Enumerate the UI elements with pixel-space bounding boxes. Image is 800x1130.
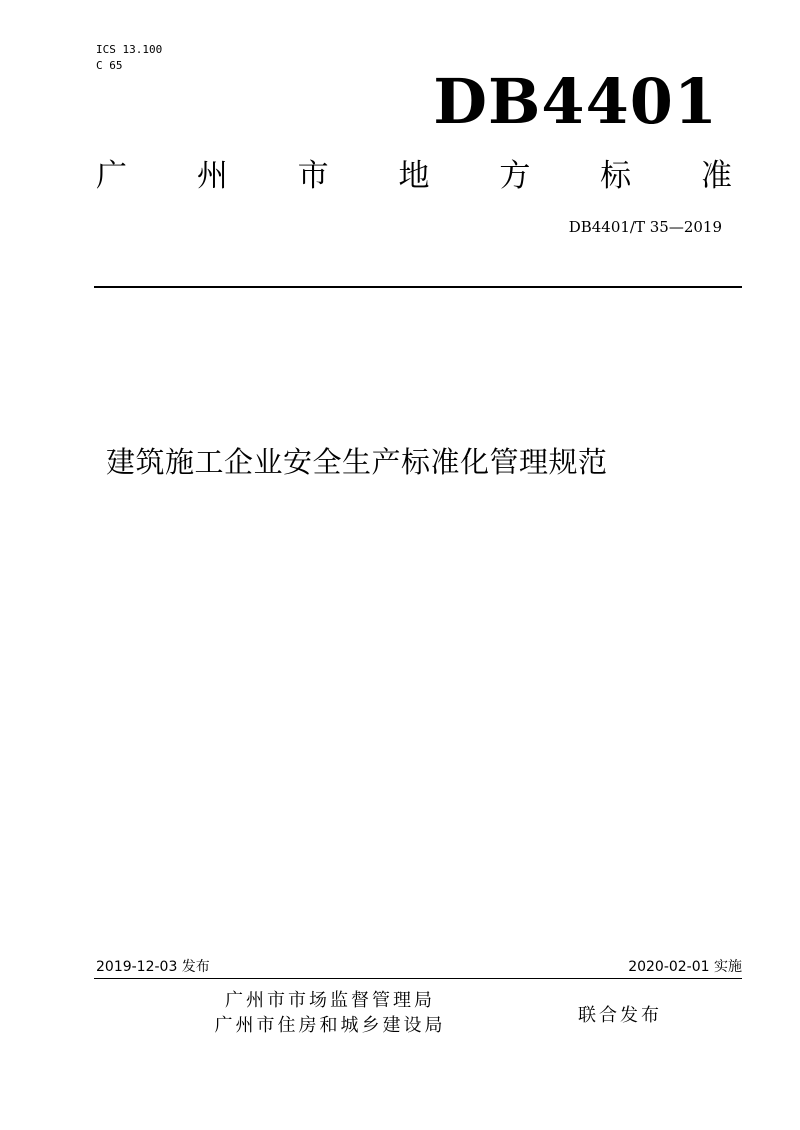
document-title: 建筑施工企业安全生产标准化管理规范 [106,445,608,479]
classification-codes [96,42,162,74]
standard-prefix: DB4401 [433,65,718,138]
ccs-code: C 65 [96,59,123,72]
standard-type-char: 广 [96,158,127,194]
standard-number: DB4401/T 35—2019 [568,218,722,236]
standard-type [96,154,732,198]
header-divider [94,286,742,288]
standard-type-char: 市 [297,158,329,194]
standard-type-char: 标 [600,158,632,194]
date-row [94,956,742,978]
joint-issue-label: 联合发布 [578,1005,662,1026]
implement-date: 2020-02-01 实施 [628,959,742,975]
issuer: 广州市市场监督管理局 [225,990,435,1011]
ics-code: ICS 13.100 [96,43,163,56]
standard-type-char: 州 [196,158,228,194]
issuing-authorities [150,988,510,1038]
footer-divider [94,978,742,979]
publish-date: 2019-12-03 发布 [96,959,210,975]
standard-type-char: 地 [398,158,430,194]
standard-type-char: 准 [700,158,732,194]
standard-type-char: 方 [499,158,531,194]
issuer: 广州市住房和城乡建设局 [214,1015,446,1036]
